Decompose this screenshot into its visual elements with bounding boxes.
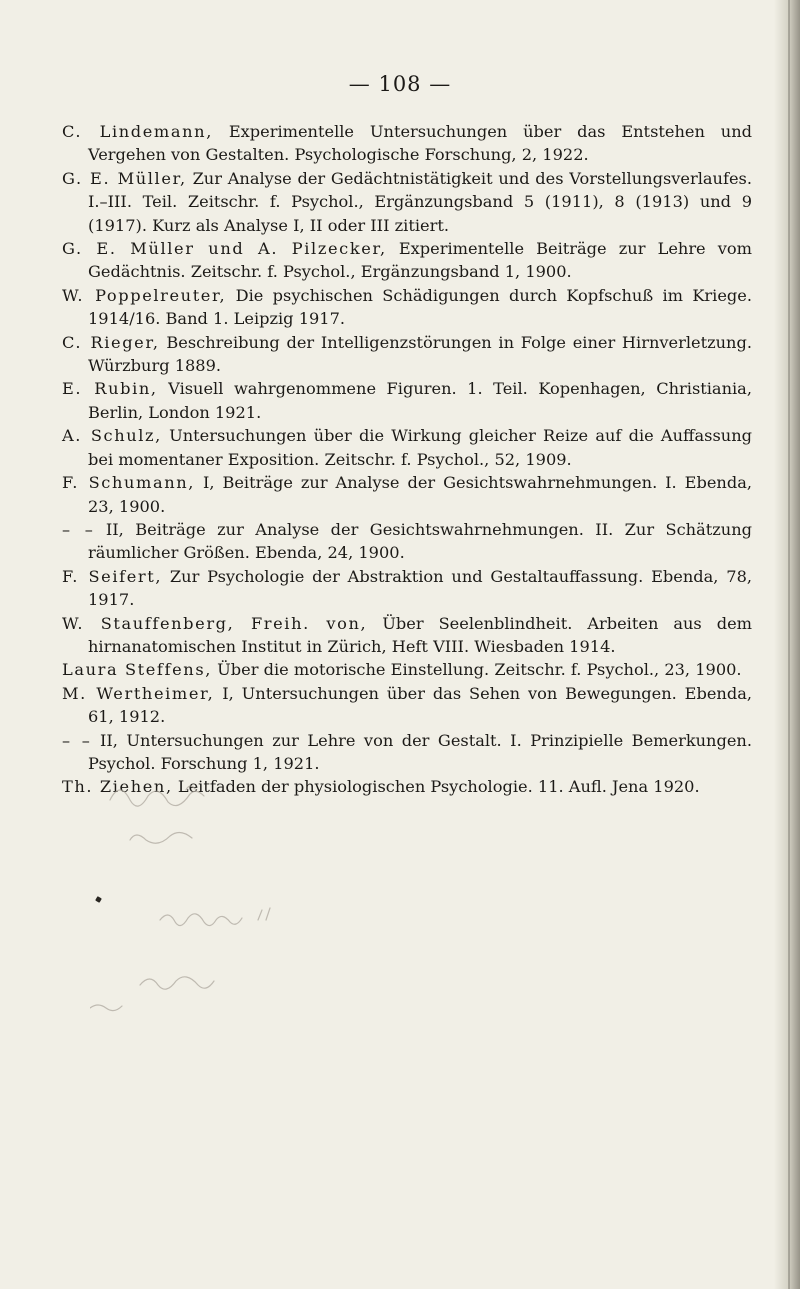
bibliography-list [62, 120, 752, 799]
entry-text: Leitfaden der physiologischen Psychologie. 11. Aufl. Jena 1920. [172, 777, 700, 797]
entry-text: Experimentelle Beiträge zur Lehre vom Gedächtnis. Zeitschr. f. Psychol., Ergänzungsband 1, 1900. [88, 239, 752, 282]
bibliography-entry [62, 424, 752, 471]
entry-text: Zur Analyse der Gedächtnistätigkeit und des Vorstellungsverlaufes. I.–III. Teil. Zeitschr. f. Psychol., Ergänzungsband 5 (1911), 8 (1913) und 9 (1917). Kurz als Analyse I, II oder III zitiert. [88, 168, 752, 235]
entry-author: F. Seifert, [62, 566, 163, 586]
bibliography-entry [62, 284, 752, 331]
entry-author: Th. Ziehen, [62, 777, 173, 797]
bibliography-entry [62, 120, 752, 167]
bibliography-entry [62, 682, 752, 729]
entry-text: II, Untersuchungen zur Lehre von der Gestalt. I. Prinzipielle Bemerkungen. Psychol. Forschung 1, 1921. [88, 730, 752, 773]
bibliography-entry [62, 471, 752, 518]
entry-author: Laura Steffens, [62, 660, 212, 680]
entry-author: – – [62, 730, 92, 750]
entry-author: M. Wertheimer, [62, 683, 215, 703]
entry-text: I, Untersuchungen über das Sehen von Bewegungen. Ebenda, 61, 1912. [88, 683, 753, 727]
bibliography-entry [62, 377, 752, 424]
bibliography-entry [62, 612, 752, 659]
page-number: — 108 — [348, 72, 452, 96]
bibliography-entry [62, 331, 752, 378]
page-edge-line [788, 0, 790, 1289]
entry-author: A. Schulz, [62, 426, 162, 446]
entry-text: Über die motorische Einstellung. Zeitschr. f. Psychol., 23, 1900. [211, 660, 742, 680]
entry-text: II, Beiträge zur Analyse der Gesichtswahrnehmungen. II. Zur Schätzung räumlicher Größen. Ebenda, 24, 1900. [88, 519, 752, 563]
entry-author: C. Lindemann, [62, 122, 213, 141]
entry-text: Beschreibung der Intelligenzstörungen in Folge einer Hirnverletzung. Würzburg 1889. [88, 332, 752, 376]
entry-text: Untersuchungen über die Wirkung gleicher Reize auf die Auffassung bei momentaner Exposition. Zeitschr. f. Psychol., 52, 1909. [88, 426, 752, 469]
entry-text: Die psychischen Schädigungen durch Kopfschuß im Kriege. 1914/16. Band 1. Leipzig 1917. [88, 285, 752, 329]
bibliography-entry [62, 518, 752, 565]
entry-author: C. Rieger, [62, 332, 160, 352]
entry-text: Experimentelle Untersuchungen über das Entstehen und Vergehen von Gestalten. Psychologische Forschung, 2, 1922. [88, 122, 752, 165]
entry-text: Zur Psychologie der Abstraktion und Gestaltauffassung. Ebenda, 78, 1917. [88, 566, 753, 610]
entry-text: Visuell wahrgenommene Figuren. 1. Teil. Kopenhagen, Christiania, Berlin, London 1921. [88, 379, 752, 422]
bibliography-entry [62, 729, 752, 776]
bibliography-entry [62, 237, 752, 284]
bibliography-entry [62, 565, 752, 612]
faint-pencil-marks [90, 770, 330, 1020]
bibliography-entry [62, 658, 752, 681]
entry-author: G. E. Müller, [62, 168, 187, 188]
page-edge-shadow [774, 0, 800, 1289]
entry-author: E. Rubin, [62, 379, 158, 399]
entry-author: W. Poppelreuter, [62, 285, 227, 305]
entry-author: G. E. Müller und A. Pilzecker, [62, 239, 387, 259]
entry-text: Über Seelenblindheit. Arbeiten aus dem hirnanatomischen Institut in Zürich, Heft VIII. Wiesbaden 1914. [88, 613, 752, 656]
bibliography-entry [62, 167, 752, 237]
entry-author: W. Stauffenberg, Freih. von, [62, 613, 368, 633]
entry-text: I, Beiträge zur Analyse der Gesichtswahrnehmungen. I. Ebenda, 23, 1900. [88, 473, 752, 516]
entry-author: – – [62, 519, 95, 539]
entry-author: F. Schumann, [62, 473, 196, 493]
